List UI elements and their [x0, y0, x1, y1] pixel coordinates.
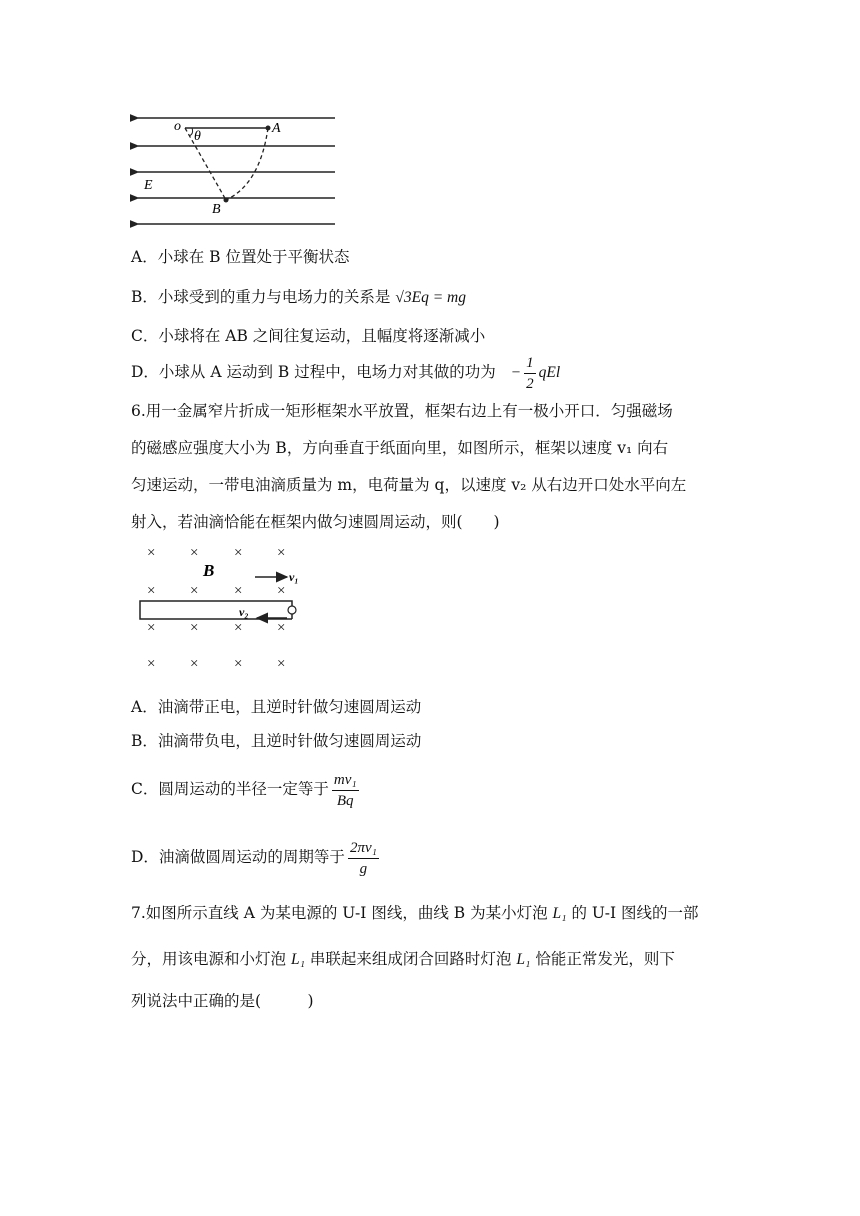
q5-option-a: A．小球在 B 位置处于平衡状态: [131, 248, 350, 266]
q7-stem-line-1: [131, 902, 699, 925]
q6-stem-line-4: 射入，若油滴恰能在框架内做匀速圆周运动，则( ): [131, 513, 500, 531]
q5-option-b-formula: √3Eq = mg: [395, 289, 466, 306]
q7-stem-line-1-b: 的 U-I 图线的一部: [571, 904, 699, 922]
cross-mark: ×: [190, 583, 199, 599]
cross-mark: ×: [277, 656, 286, 672]
q6-option-a: A．油滴带正电，且逆时针做匀速圆周运动: [131, 698, 422, 716]
q5-option-d-fraction: [524, 353, 536, 394]
label-theta: θ: [194, 129, 201, 144]
label-B: B: [212, 202, 221, 217]
q6-stem-line-1: 6.用一金属窄片折成一矩形框架水平放置，框架右边上有一极小开口．匀强磁场: [131, 402, 673, 420]
label-o: o: [174, 119, 181, 134]
q6-stem-line-2: 的磁感应强度大小为 B，方向垂直于纸面向里，如图所示，框架以速度 v₁ 向右: [131, 439, 669, 457]
q5-option-d-sign: −: [510, 364, 522, 381]
q5-option-d-prefix: D．小球从 A 运动到 B 过程中，电场力对其做的功为: [131, 363, 496, 381]
cross-mark: ×: [234, 545, 243, 561]
cross-mark: ×: [147, 545, 156, 561]
lamp-symbol: L₁: [552, 905, 567, 922]
fraction-denominator: g: [359, 860, 368, 877]
label-v1: v₁: [289, 570, 299, 584]
cross-mark: ×: [190, 545, 199, 561]
cross-mark: ×: [277, 545, 286, 561]
fraction-denominator: 2: [526, 375, 534, 392]
q6-option-d: [131, 835, 382, 879]
lamp-symbol: L₁: [516, 951, 531, 968]
fraction-denominator: Bq: [336, 792, 354, 809]
cross-mark: ×: [147, 583, 156, 599]
pendulum-field-figure: [130, 112, 340, 230]
q7-stem-line-2-b: 串联起来组成闭合回路时灯泡: [309, 950, 512, 968]
q6-option-b: B．油滴带负电，且逆时针做匀速圆周运动: [131, 732, 422, 750]
fraction-numerator: 1: [524, 353, 536, 374]
cross-mark: ×: [234, 583, 243, 599]
q7-stem-line-1-a: 7.如图所示直线 A 为某电源的 U-I 图线，曲线 B 为某小灯泡: [131, 904, 548, 922]
label-B-field: B: [203, 561, 215, 580]
q5-option-b: [131, 286, 466, 309]
cross-mark: ×: [190, 656, 199, 672]
label-v2: v₂: [239, 605, 249, 619]
magnetic-frame-figure: [135, 542, 320, 672]
lamp-symbol: L₁: [290, 951, 305, 968]
cross-mark: ×: [147, 620, 156, 636]
label-E: E: [144, 178, 153, 193]
q6-option-c-fraction: [332, 770, 359, 811]
q7-stem-line-2-c: 恰能正常发光，则下: [535, 950, 675, 968]
q5-option-d: [131, 352, 560, 394]
cross-mark: ×: [147, 656, 156, 672]
q7-stem-line-2-a: 分，用该电源和小灯泡: [131, 950, 287, 968]
cross-mark: ×: [190, 620, 199, 636]
fraction-numerator: mv₁: [332, 770, 359, 791]
q6-option-c-prefix: C．圆周运动的半径一定等于: [131, 780, 329, 798]
label-A: A: [272, 121, 281, 136]
q6-option-d-prefix: D．油滴做圆周运动的周期等于: [131, 848, 345, 866]
cross-mark: ×: [277, 620, 286, 636]
q7-stem-line-3: 列说法中正确的是( ): [131, 992, 314, 1010]
q6-option-c: [131, 767, 362, 811]
q7-stem-line-2: [131, 948, 675, 971]
q5-option-c: C．小球将在 AB 之间往复运动，且幅度将逐渐减小: [131, 327, 486, 345]
fraction-numerator: 2πv₁: [348, 838, 379, 859]
q6-option-d-fraction: [348, 838, 379, 879]
cross-mark: ×: [277, 583, 286, 599]
cross-mark: ×: [234, 620, 243, 636]
q5-option-b-prefix: B．小球受到的重力与电场力的关系是: [131, 288, 391, 306]
q5-option-d-tail: qEl: [538, 364, 561, 381]
q6-stem-line-3: 匀速运动，一带电油滴质量为 m，电荷量为 q，以速度 v₂ 从右边开口处水平向左: [131, 476, 687, 494]
cross-mark: ×: [234, 656, 243, 672]
